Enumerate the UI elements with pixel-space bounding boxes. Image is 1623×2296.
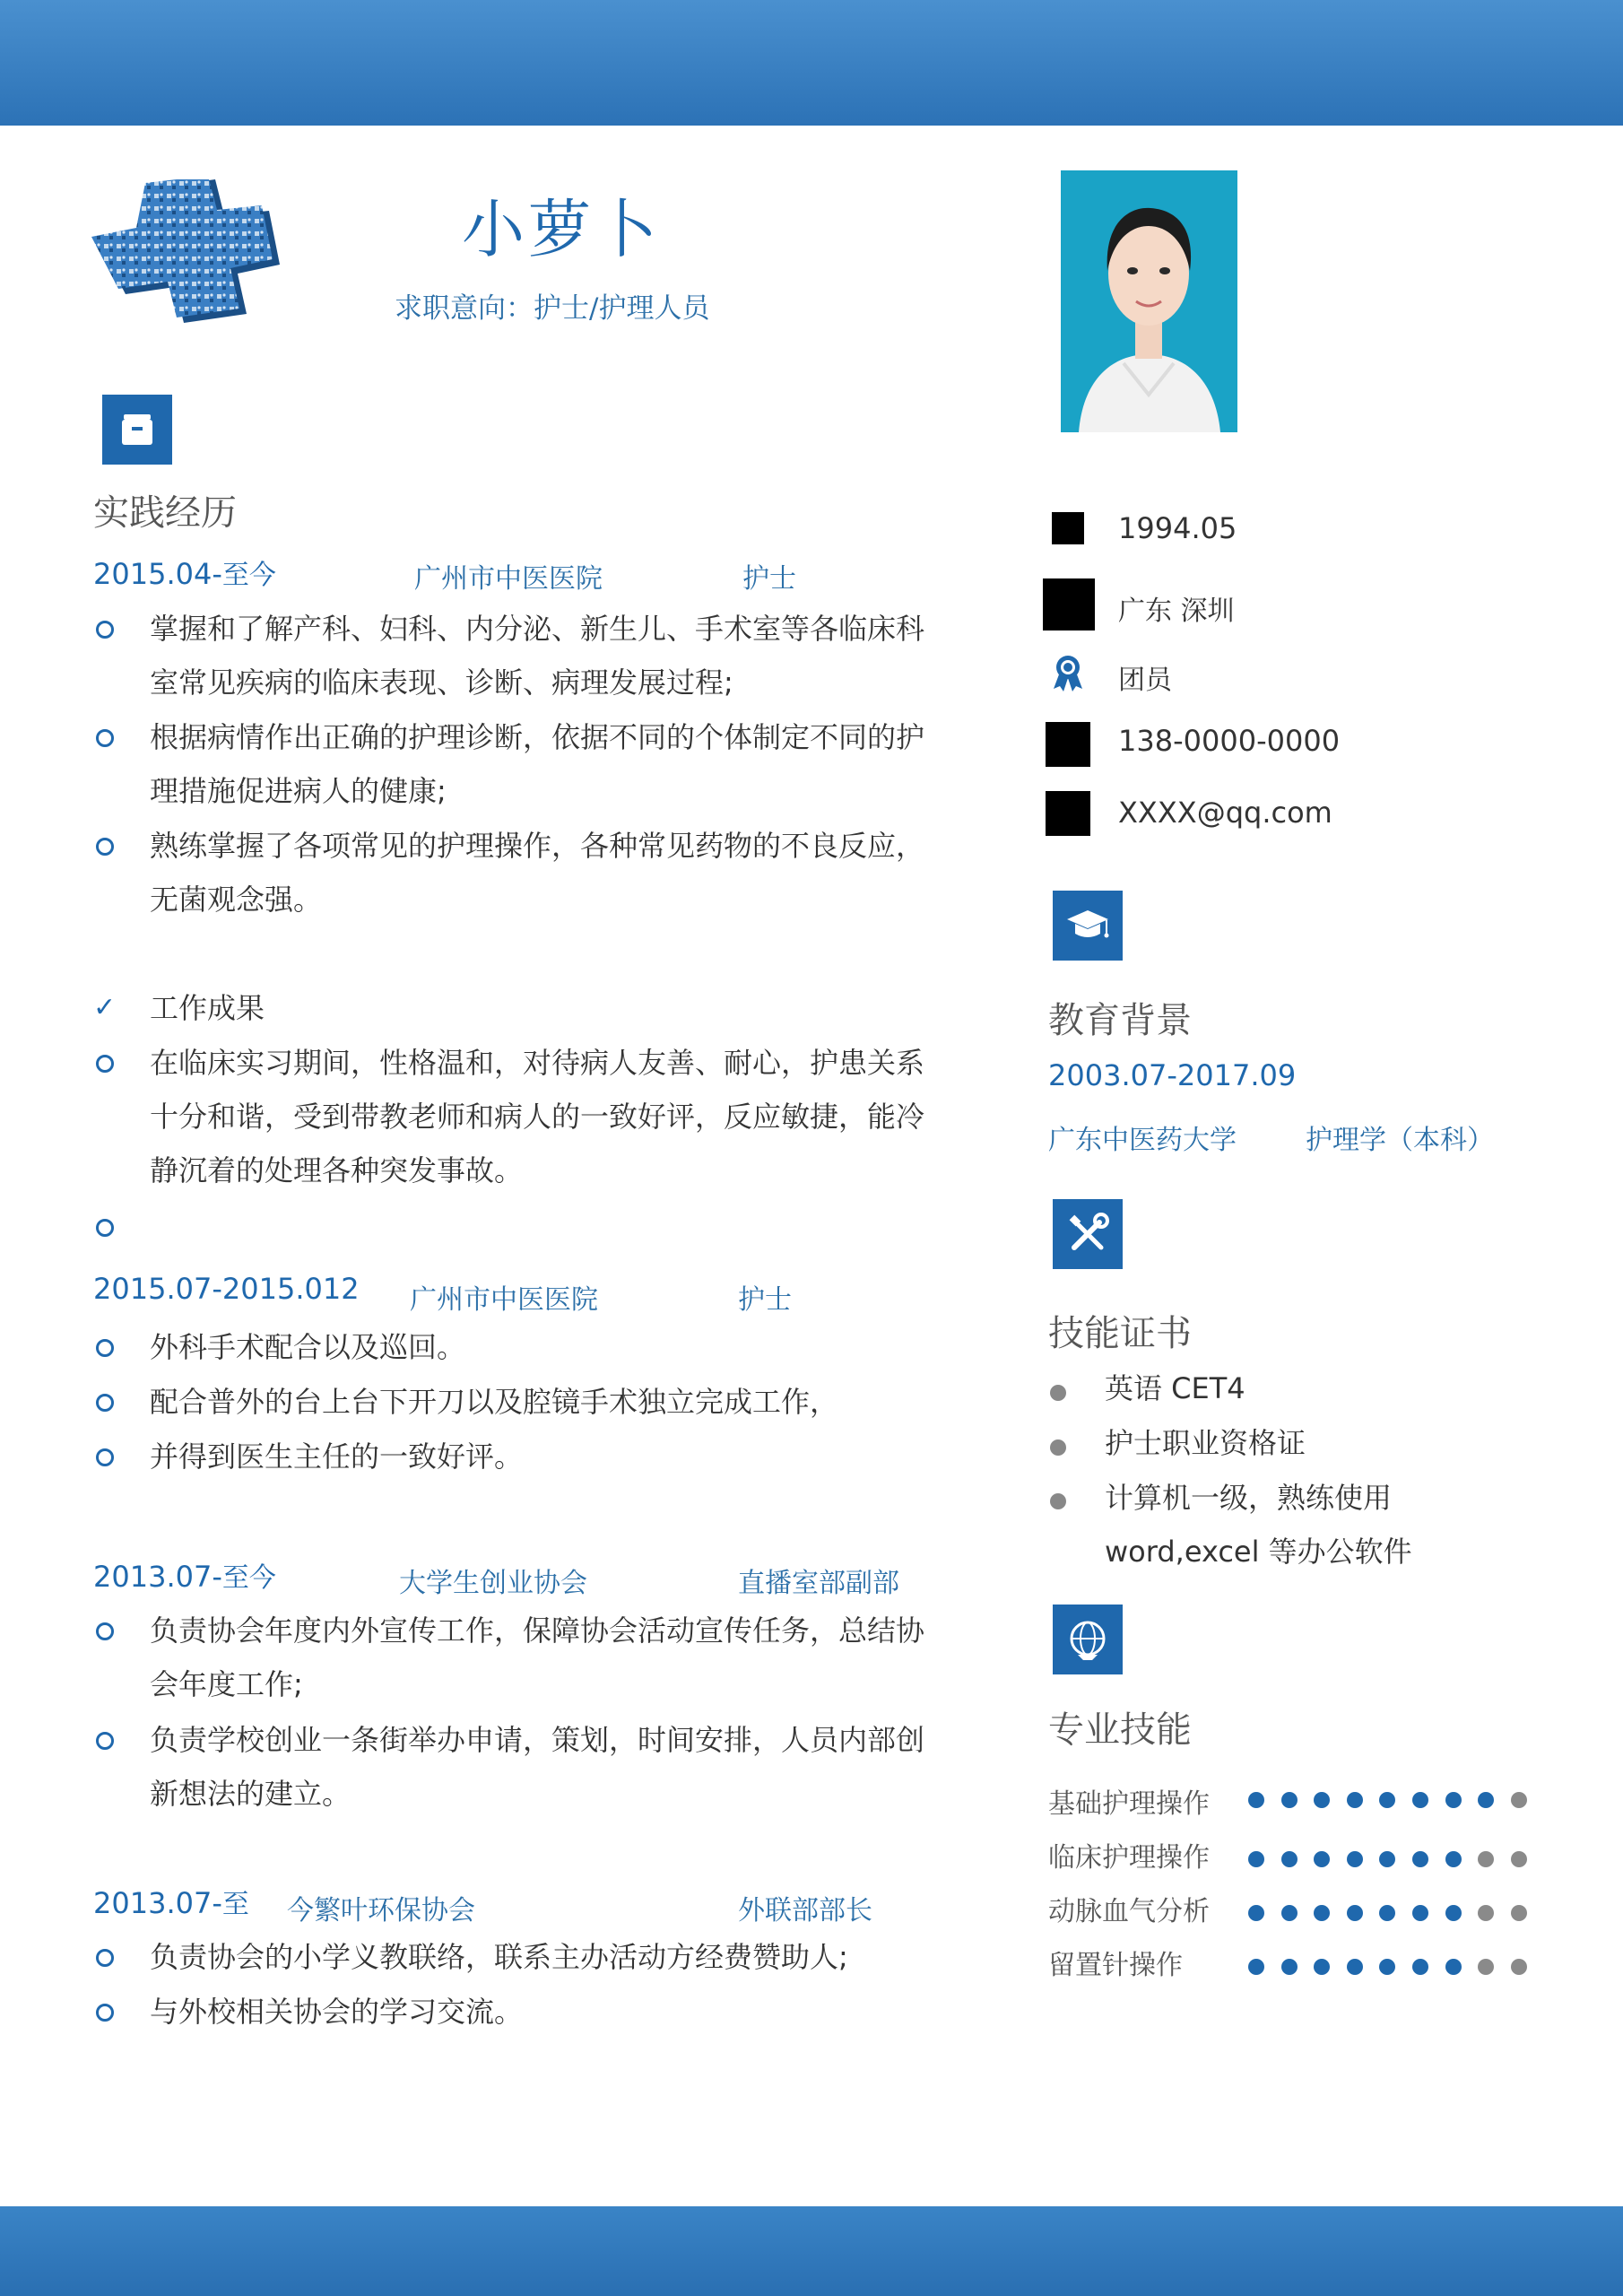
entry1-role: 护士 — [742, 563, 796, 595]
cert-item: 英语 CET4 — [1105, 1371, 1245, 1405]
bullet-ring — [96, 1448, 114, 1466]
skill-dot-empty — [1511, 1959, 1527, 1975]
skill-dot-filled — [1412, 1959, 1428, 1975]
cert-bullet — [1050, 1493, 1066, 1509]
skill-dot-filled — [1412, 1792, 1428, 1808]
briefcase-icon — [102, 395, 172, 465]
entry1-date: 2015.04-至今 — [93, 557, 276, 591]
major: 护理学（本科） — [1306, 1125, 1494, 1156]
skill-dot-filled — [1248, 1905, 1264, 1921]
skill-dot-empty — [1478, 1959, 1494, 1975]
education-title: 教育背景 — [1048, 1000, 1192, 1041]
certs-title: 技能证书 — [1048, 1313, 1192, 1354]
skill-dot-filled — [1347, 1905, 1363, 1921]
bullet-ring — [96, 1055, 114, 1073]
political-status: 团员 — [1118, 665, 1172, 696]
entry4-org: 今繁叶环保协会 — [287, 1895, 475, 1926]
bullet-ring — [96, 621, 114, 639]
skill-dot-filled — [1248, 1792, 1264, 1808]
skill-dot-filled — [1412, 1851, 1428, 1867]
skill-dot-filled — [1379, 1792, 1395, 1808]
bullet-text: 负责学校创业一条街举办申请，策划，时间安排，人员内部创 — [150, 1723, 925, 1757]
birth-date: 1994.05 — [1118, 511, 1237, 545]
phone-icon — [1046, 722, 1090, 767]
cert-item: word,excel 等办公软件 — [1105, 1535, 1412, 1569]
bullet-ring — [96, 2004, 114, 2022]
bullet-text: 外科手术配合以及巡回。 — [150, 1330, 466, 1364]
location: 广东 深圳 — [1118, 596, 1235, 627]
skill-dots — [1248, 1851, 1535, 1869]
bullet-ring — [96, 1394, 114, 1412]
skill-dot-filled — [1281, 1905, 1298, 1921]
entry3-date: 2013.07-至今 — [93, 1560, 276, 1594]
bullet-ring — [96, 1949, 114, 1967]
skill-label: 动脉血气分析 — [1048, 1896, 1210, 1927]
badge-icon — [1048, 653, 1088, 692]
bullet-text: 新想法的建立。 — [150, 1777, 352, 1811]
skill-dot-filled — [1379, 1905, 1395, 1921]
skill-label: 基础护理操作 — [1048, 1788, 1210, 1820]
bullet-ring — [96, 1339, 114, 1357]
bullet-text: 室常见疾病的临床表现、诊断、病理发展过程; — [150, 665, 733, 700]
skill-dot-filled — [1314, 1959, 1330, 1975]
skill-dot-filled — [1379, 1959, 1395, 1975]
skill-dot-empty — [1511, 1905, 1527, 1921]
bullet-text: 静沉着的处理各种突发事故。 — [150, 1153, 524, 1187]
skill-dot-filled — [1445, 1851, 1462, 1867]
skill-label: 临床护理操作 — [1048, 1842, 1210, 1874]
phone-number: 138-0000-0000 — [1118, 724, 1341, 758]
bullet-text: 并得到医生主任的一致好评。 — [150, 1439, 524, 1474]
cert-bullet — [1050, 1439, 1066, 1456]
bullet-ring — [96, 1219, 114, 1237]
entry2-org: 广州市中医医院 — [410, 1284, 598, 1316]
entry3-org: 大学生创业协会 — [399, 1568, 587, 1599]
skill-dot-filled — [1347, 1792, 1363, 1808]
skill-dot-filled — [1347, 1959, 1363, 1975]
skill-dot-empty — [1478, 1851, 1494, 1867]
bullet-text: 熟练掌握了各项常见的护理操作，各种常见药物的不良反应， — [150, 829, 925, 863]
graduation-cap-icon — [1053, 891, 1123, 961]
birthday-icon — [1052, 512, 1084, 544]
practice-title: 实践经历 — [93, 492, 237, 534]
skill-dot-filled — [1379, 1851, 1395, 1867]
email-icon — [1046, 791, 1090, 836]
job-intent: 求职意向：护士/护理人员 — [395, 292, 710, 325]
education-date: 2003.07-2017.09 — [1048, 1058, 1297, 1092]
bullet-text: 根据病情作出正确的护理诊断，依据不同的个体制定不同的护 — [150, 720, 925, 754]
skill-dot-filled — [1281, 1792, 1298, 1808]
skill-dot-filled — [1445, 1792, 1462, 1808]
medical-cross-logo — [90, 179, 287, 350]
bullet-text: 会年度工作; — [150, 1667, 303, 1701]
entry2-date: 2015.07-2015.012 — [93, 1272, 360, 1306]
entry3-role: 直播室部副部 — [738, 1568, 899, 1599]
profile-photo — [1061, 170, 1237, 432]
skill-dot-filled — [1445, 1959, 1462, 1975]
skill-dot-filled — [1478, 1792, 1494, 1808]
bullet-text: 在临床实习期间，性格温和，对待病人友善、耐心，护患关系 — [150, 1046, 925, 1080]
bullet-text: 十分和谐，受到带教老师和病人的一致好评，反应敏捷，能冷 — [150, 1100, 925, 1134]
top-banner — [0, 0, 1623, 126]
skill-dot-filled — [1314, 1792, 1330, 1808]
skill-label: 留置针操作 — [1048, 1950, 1183, 1981]
skill-dot-filled — [1248, 1851, 1264, 1867]
location-icon — [1043, 578, 1095, 631]
skill-dots — [1248, 1905, 1535, 1923]
bullet-ring — [96, 838, 114, 856]
skill-dot-filled — [1314, 1905, 1330, 1921]
skill-dot-filled — [1281, 1851, 1298, 1867]
entry2-role: 护士 — [738, 1284, 792, 1316]
cert-item: 护士职业资格证 — [1105, 1426, 1306, 1460]
cert-bullet — [1050, 1385, 1066, 1401]
skill-dot-empty — [1478, 1905, 1494, 1921]
bullet-ring — [96, 729, 114, 747]
tools-icon — [1053, 1199, 1123, 1269]
skill-dot-filled — [1445, 1905, 1462, 1921]
achievement-label: 工作成果 — [150, 991, 265, 1025]
bullet-ring — [96, 1622, 114, 1640]
entry1-org: 广州市中医医院 — [414, 563, 603, 595]
bullet-ring — [96, 1732, 114, 1750]
school-name: 广东中医药大学 — [1048, 1125, 1237, 1156]
bullet-text: 负责协会年度内外宣传工作，保障协会活动宣传任务，总结协 — [150, 1613, 925, 1648]
cert-item: 计算机一级，熟练使用 — [1105, 1481, 1393, 1515]
email-address: XXXX@qq.com — [1118, 796, 1332, 830]
skill-dot-filled — [1314, 1851, 1330, 1867]
skill-dots — [1248, 1959, 1535, 1977]
bullet-text: 负责协会的小学义教联络，联系主办活动方经费赞助人; — [150, 1940, 848, 1974]
candidate-name: 小萝卜 — [462, 193, 661, 266]
bullet-text: 配合普外的台上台下开刀以及腔镜手术独立完成工作， — [150, 1385, 839, 1419]
skill-dot-empty — [1511, 1792, 1527, 1808]
skill-dot-filled — [1248, 1959, 1264, 1975]
skill-dot-filled — [1281, 1959, 1298, 1975]
check-icon: ✓ — [93, 992, 117, 1023]
bullet-text: 与外校相关协会的学习交流。 — [150, 1995, 524, 2029]
bullet-text: 理措施促进病人的健康; — [150, 774, 447, 808]
bullet-text: 无菌观念强。 — [150, 883, 323, 917]
bullet-text: 掌握和了解产科、妇科、内分泌、新生儿、手术室等各临床科 — [150, 612, 925, 646]
skill-dot-filled — [1412, 1905, 1428, 1921]
skill-dot-filled — [1347, 1851, 1363, 1867]
entry4-date: 2013.07-至 — [93, 1886, 249, 1920]
skill-dots — [1248, 1792, 1535, 1810]
globe-icon — [1053, 1605, 1123, 1674]
entry4-role: 外联部部长 — [738, 1895, 872, 1926]
skills-title: 专业技能 — [1048, 1709, 1192, 1751]
bottom-banner — [0, 2206, 1623, 2296]
skill-dot-empty — [1511, 1851, 1527, 1867]
